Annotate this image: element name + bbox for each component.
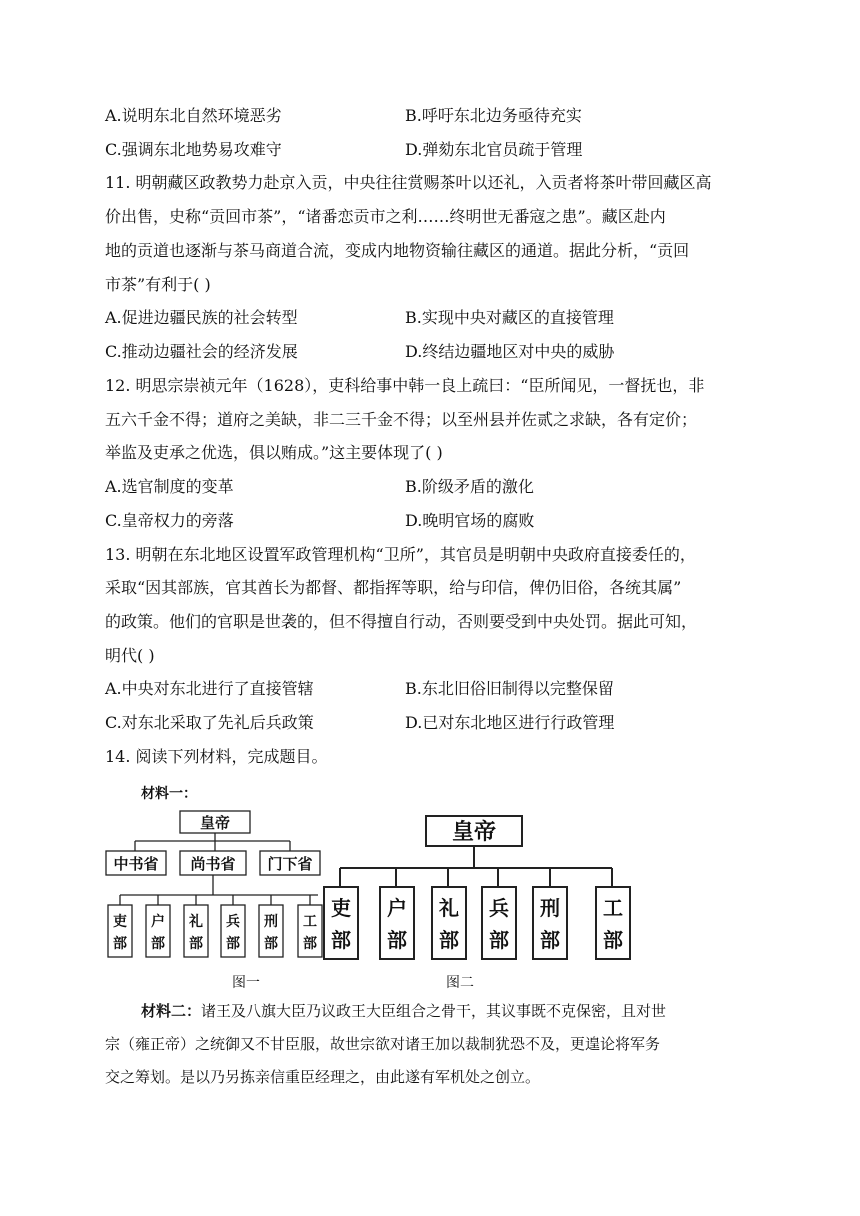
fig1-ministry-hu-top: 户	[151, 914, 165, 930]
q14-stem-line1: 14. 阅读下列材料，完成题目。	[105, 747, 328, 766]
q12-option-b: B.阶级矛盾的激化	[405, 477, 534, 496]
fig1-ministry-rites-bottom: 部	[189, 936, 203, 952]
q12-option-c: C.皇帝权力的旁落	[105, 511, 234, 530]
q13-stem-line4: 明代( )	[105, 646, 155, 665]
fig1-ministry-li-top: 吏	[113, 914, 127, 930]
q10-option-a: A.说明东北自然环境恶劣	[105, 106, 282, 125]
q11-stem-line2: 价出售，史称“贡回市茶”，“诸番恋贡市之利……终明世无番寇之患”。藏区赴内	[105, 207, 666, 226]
fig1-ministry-hu-bottom: 部	[151, 936, 165, 952]
figure-1-diagram	[100, 805, 332, 965]
fig2-ministry-xing-bottom: 部	[540, 928, 560, 952]
q10-option-c: C.强调东北地势易攻难守	[105, 140, 282, 159]
q11-option-a: A.促进边疆民族的社会转型	[105, 308, 298, 327]
fig2-ministry-bing-top: 兵	[489, 896, 509, 920]
figure-1-caption: 图一	[232, 975, 260, 991]
fig2-ministry-gong-bottom: 部	[603, 928, 623, 952]
q11-option-b: B.实现中央对藏区的直接管理	[405, 308, 614, 327]
fig2-ministry-xing-top: 刑	[540, 896, 560, 920]
q13-stem-line1: 13. 明朝在东北地区设置军政管理机构“卫所”，其官员是明朝中央政府直接委任的，	[105, 545, 696, 564]
q11-option-d: D.终结边疆地区对中央的威胁	[405, 342, 615, 361]
q11-stem-line1: 11. 明朝藏区政教势力赴京入贡，中央往往赏赐茶叶以还礼，入贡者将茶叶带回藏区高	[105, 173, 712, 192]
figure-2-diagram	[320, 812, 634, 964]
q12-stem-line1: 12. 明思宗崇祯元年（1628），吏科给事中韩一良上疏曰：“臣所闻见，一督抚也，非	[105, 376, 705, 395]
fig1-dept-shangshu: 尚书省	[190, 855, 236, 873]
fig1-emperor-label: 皇帝	[199, 814, 231, 832]
q12-stem-line2: 五六千金不得；道府之美缺，非二三千金不得；以至州县并佐贰之求缺，各有定价；	[105, 410, 698, 429]
material1-label: 材料一：	[141, 786, 197, 802]
figure-2-caption: 图二	[446, 975, 474, 991]
fig2-ministry-li-bottom: 部	[331, 928, 351, 952]
fig2-emperor-label: 皇帝	[451, 819, 497, 845]
fig1-ministry-gong-bottom: 部	[303, 936, 317, 952]
fig1-dept-zhongshu: 中书省	[113, 855, 159, 873]
material2-text-1: 诸王及八旗大臣乃议政王大臣组合之骨干，其议事既不克保密，且对世	[201, 1002, 667, 1020]
q13-stem-line2: 采取“因其部族，官其酋长为都督、都指挥等职，给与印信，俾仍旧俗，各统其属”	[105, 578, 682, 597]
q13-option-c: C.对东北采取了先礼后兵政策	[105, 713, 314, 732]
q11-stem-line4: 市茶”有利于( )	[105, 275, 211, 294]
fig1-dept-menxia: 门下省	[267, 855, 313, 873]
q12-stem-line3: 举监及吏承之优选，俱以贿成。”这主要体现了( )	[105, 443, 443, 462]
material2-label: 材料二：	[141, 1002, 202, 1020]
q13-stem-line3: 的政策。他们的官职是世袭的，但不得擅自行动，否则要受到中央处罚。据此可知，	[105, 612, 698, 631]
fig2-ministry-hu-bottom: 部	[387, 928, 407, 952]
fig2-ministry-rites-bottom: 部	[439, 928, 459, 952]
q13-option-a: A.中央对东北进行了直接管辖	[105, 679, 314, 698]
material2-line1	[141, 1001, 666, 1021]
fig1-ministry-gong-top: 工	[303, 914, 317, 930]
fig1-ministry-rites-top: 礼	[189, 914, 203, 930]
q11-stem-line3: 地的贡道也逐渐与茶马商道合流，变成内地物资输往藏区的通道。据此分析，“贡回	[105, 241, 690, 260]
material2-line2: 宗（雍正帝）之统御又不甘臣服，故世宗欲对诸王加以裁制犹恐不及，更遑论将军务	[105, 1035, 661, 1053]
fig1-ministry-xing-top: 刑	[264, 914, 278, 930]
fig2-ministry-gong-top: 工	[603, 896, 623, 920]
material2-line3: 交之筹划。是以乃另拣亲信重臣经理之，由此遂有军机处之创立。	[105, 1068, 541, 1086]
fig1-ministry-bing-top: 兵	[226, 914, 240, 930]
q10-option-d: D.弹劾东北官员疏于管理	[405, 140, 583, 159]
q10-option-b: B.呼吁东北边务亟待充实	[405, 106, 582, 125]
q13-option-d: D.已对东北地区进行行政管理	[405, 713, 615, 732]
q12-option-d: D.晚明官场的腐败	[405, 511, 535, 530]
fig2-ministry-rites-top: 礼	[439, 896, 459, 920]
fig2-ministry-bing-bottom: 部	[489, 928, 509, 952]
fig2-ministry-li-top: 吏	[331, 896, 351, 920]
fig2-ministry-hu-top: 户	[387, 896, 407, 920]
q13-option-b: B.东北旧俗旧制得以完整保留	[405, 679, 614, 698]
q11-option-c: C.推动边疆社会的经济发展	[105, 342, 298, 361]
q12-option-a: A.选官制度的变革	[105, 477, 234, 496]
fig1-ministry-bing-bottom: 部	[226, 936, 240, 952]
fig1-ministry-xing-bottom: 部	[264, 936, 278, 952]
fig1-ministry-li-bottom: 部	[113, 936, 127, 952]
